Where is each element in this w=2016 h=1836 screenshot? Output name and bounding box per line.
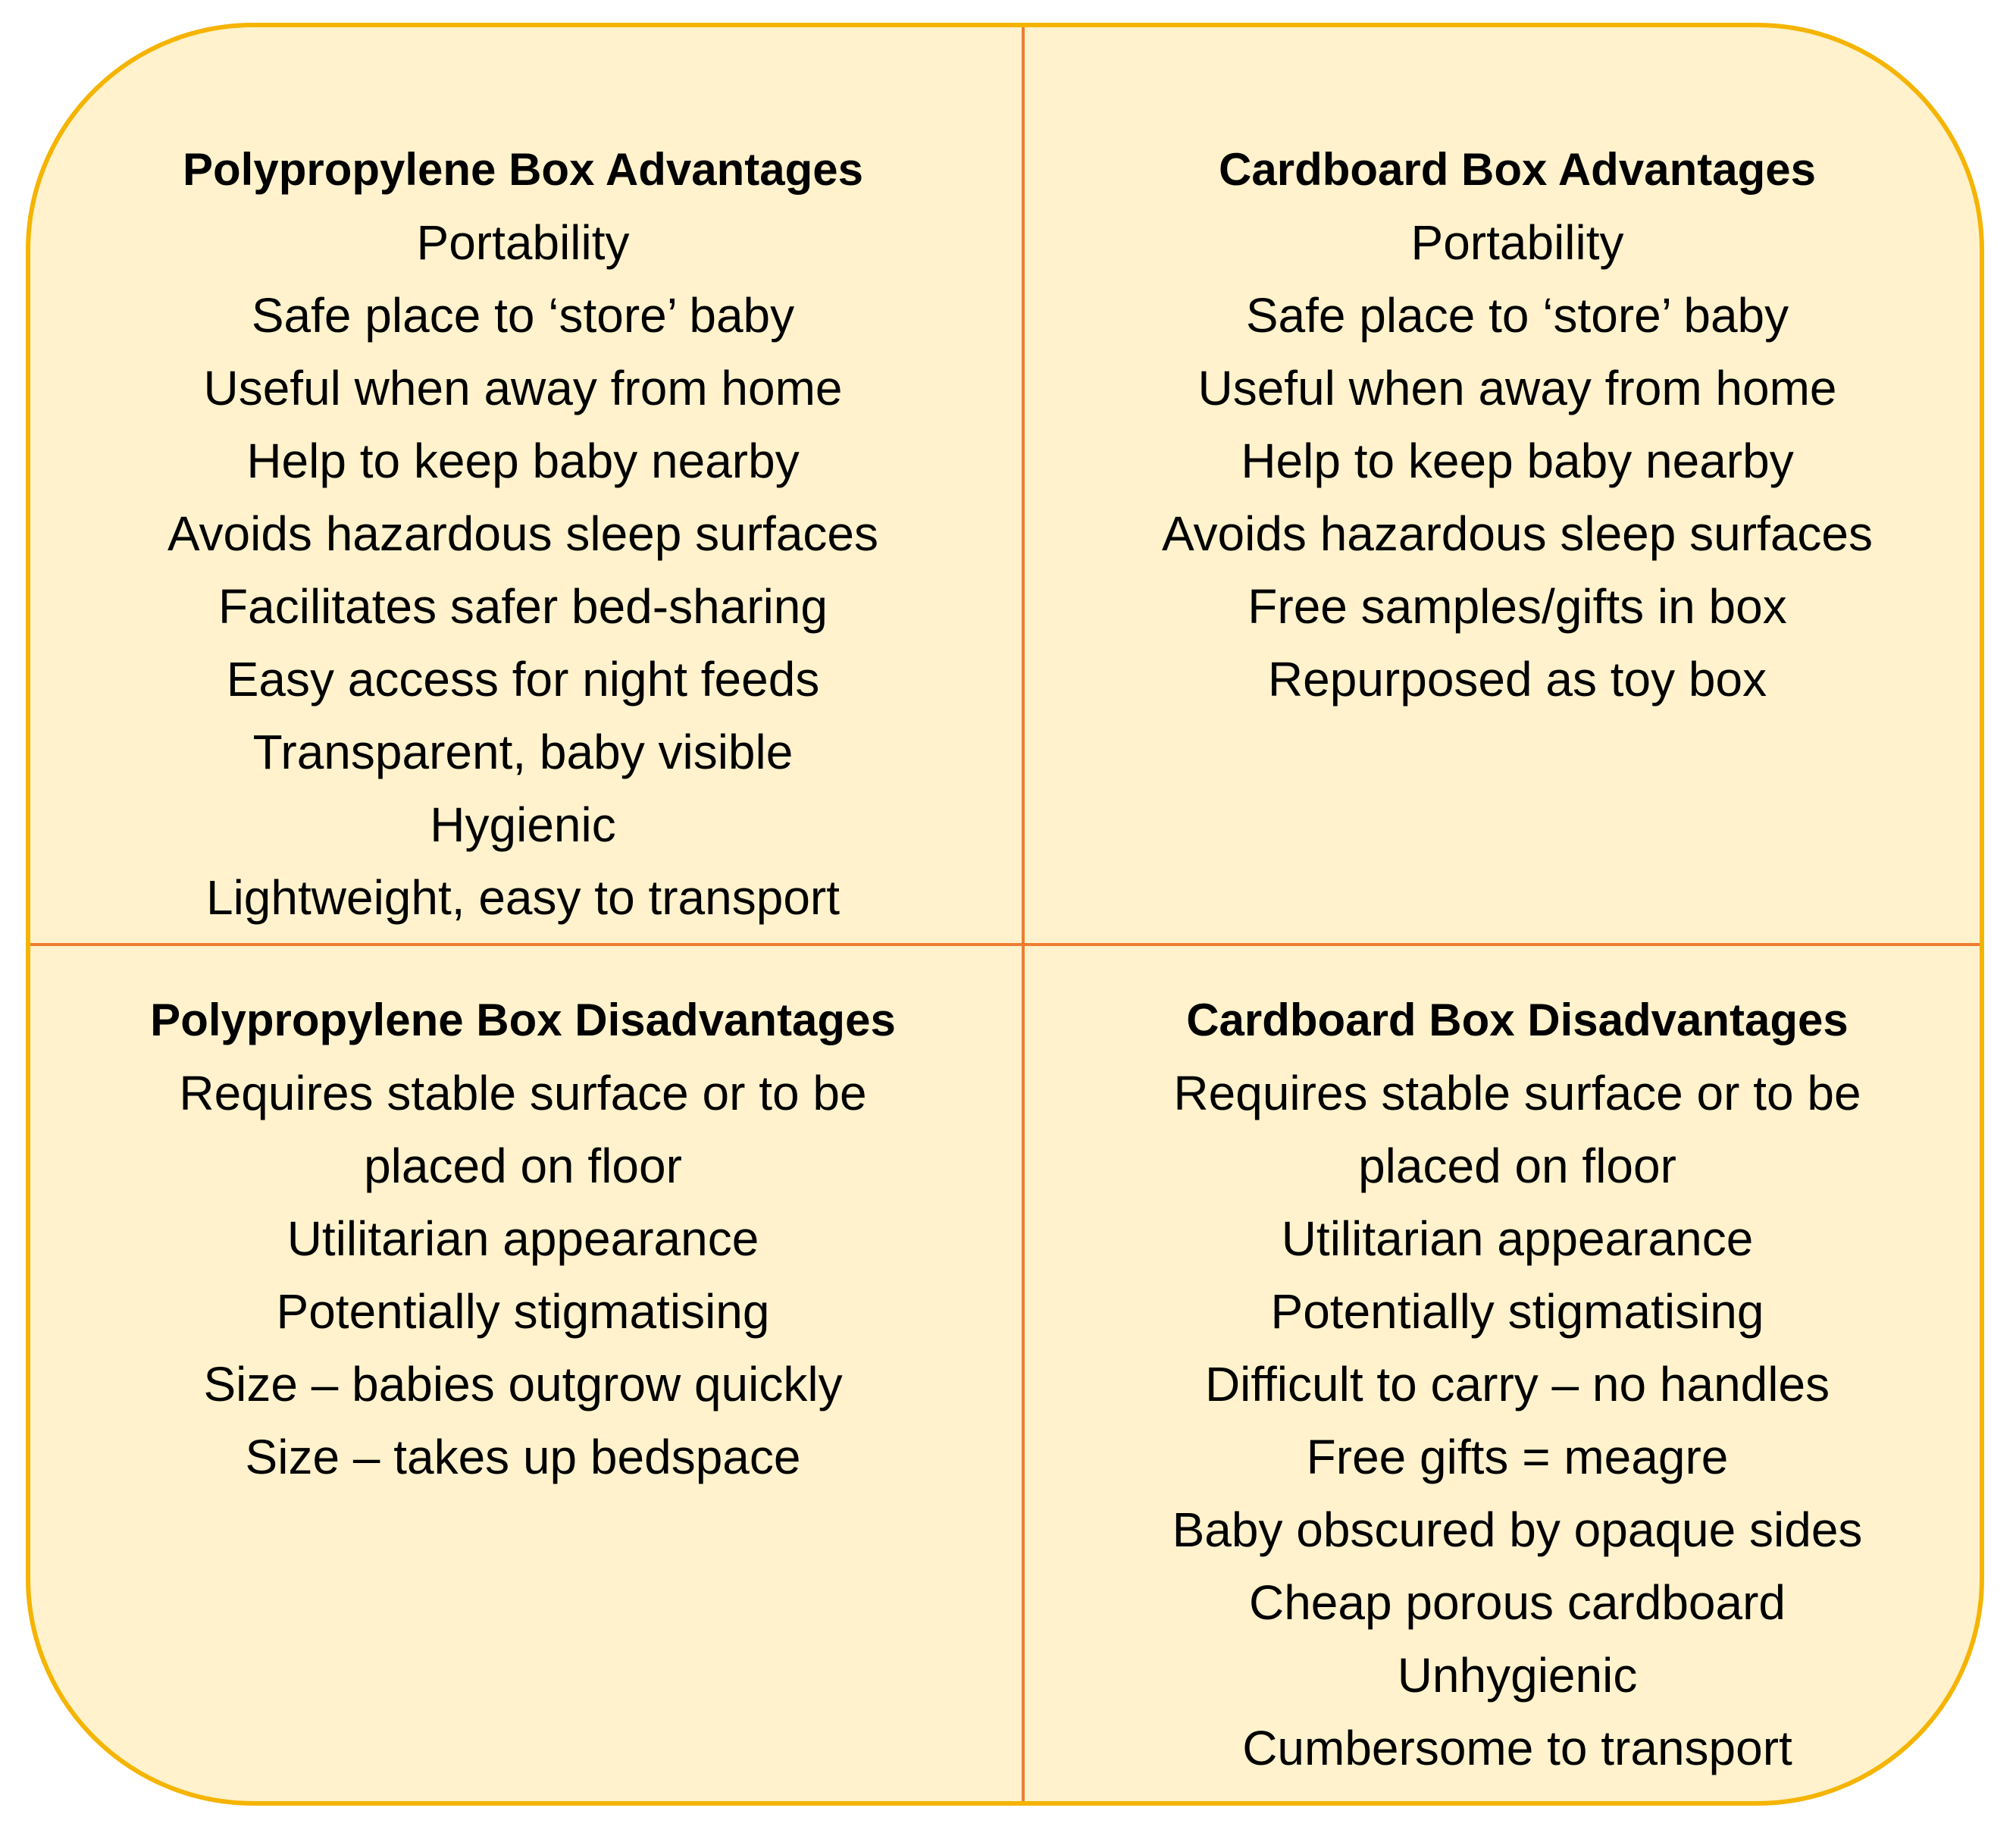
list-item: Easy access for night feeds	[226, 652, 820, 707]
polypropylene-disadvantages-quadrant	[30, 984, 1016, 1493]
quadrant-list	[30, 206, 1016, 934]
list-item: Safe place to ‘store’ baby	[1245, 288, 1789, 343]
list-item: Size – takes up bedspace	[245, 1430, 801, 1484]
horizontal-divider	[30, 943, 1980, 946]
list-item: Potentially stigmatising	[276, 1284, 770, 1339]
list-item: Portability	[1410, 215, 1624, 270]
list-item: Facilitates safer bed-sharing	[218, 579, 828, 634]
list-item: Utilitarian appearance	[286, 1211, 759, 1266]
list-item: Hygienic	[430, 797, 616, 852]
list-item: Repurposed as toy box	[1267, 652, 1767, 707]
list-item: placed on floor	[364, 1139, 682, 1193]
cardboard-disadvantages-quadrant	[1025, 984, 1984, 1784]
polypropylene-advantages-quadrant	[30, 133, 1016, 934]
list-item: Avoids hazardous sleep surfaces	[167, 506, 879, 561]
list-item: Potentially stigmatising	[1270, 1284, 1764, 1339]
list-item: Transparent, baby visible	[252, 725, 794, 779]
list-item: Size – babies outgrow quickly	[203, 1357, 843, 1411]
list-item: Requires stable surface or to be	[179, 1066, 867, 1120]
list-item: Portability	[416, 215, 630, 270]
list-item: Lightweight, easy to transport	[205, 870, 841, 925]
list-item: Requires stable surface or to be	[1173, 1066, 1861, 1120]
quadrant-list	[30, 1057, 1016, 1493]
list-item: Cheap porous cardboard	[1248, 1575, 1786, 1630]
list-item: Cumbersome to transport	[1242, 1721, 1792, 1775]
quadrant-list	[1025, 1057, 1984, 1784]
list-item: Utilitarian appearance	[1281, 1211, 1754, 1266]
list-item: Useful when away from home	[203, 361, 843, 415]
list-item: Avoids hazardous sleep surfaces	[1161, 506, 1874, 561]
list-item: Baby obscured by opaque sides	[1172, 1502, 1863, 1557]
list-item: Difficult to carry – no handles	[1204, 1357, 1830, 1411]
list-item: Free samples/gifts in box	[1247, 579, 1787, 634]
quadrant-heading: Cardboard Box Disadvantages	[1186, 995, 1849, 1045]
list-item: placed on floor	[1358, 1139, 1676, 1193]
list-item: Unhygienic	[1397, 1648, 1638, 1703]
quadrant-heading: Cardboard Box Advantages	[1219, 144, 1816, 195]
list-item: Help to keep baby nearby	[1241, 434, 1794, 488]
quadrant-heading: Polypropylene Box Advantages	[182, 144, 863, 195]
list-item: Useful when away from home	[1197, 361, 1837, 415]
quadrant-heading: Polypropylene Box Disadvantages	[150, 995, 896, 1045]
quadrant-list	[1025, 206, 1984, 716]
list-item: Safe place to ‘store’ baby	[251, 288, 795, 343]
comparison-board	[26, 23, 1984, 1806]
list-item: Help to keep baby nearby	[246, 434, 800, 488]
list-item: Free gifts = meagre	[1306, 1430, 1729, 1484]
cardboard-advantages-quadrant	[1025, 133, 1984, 716]
